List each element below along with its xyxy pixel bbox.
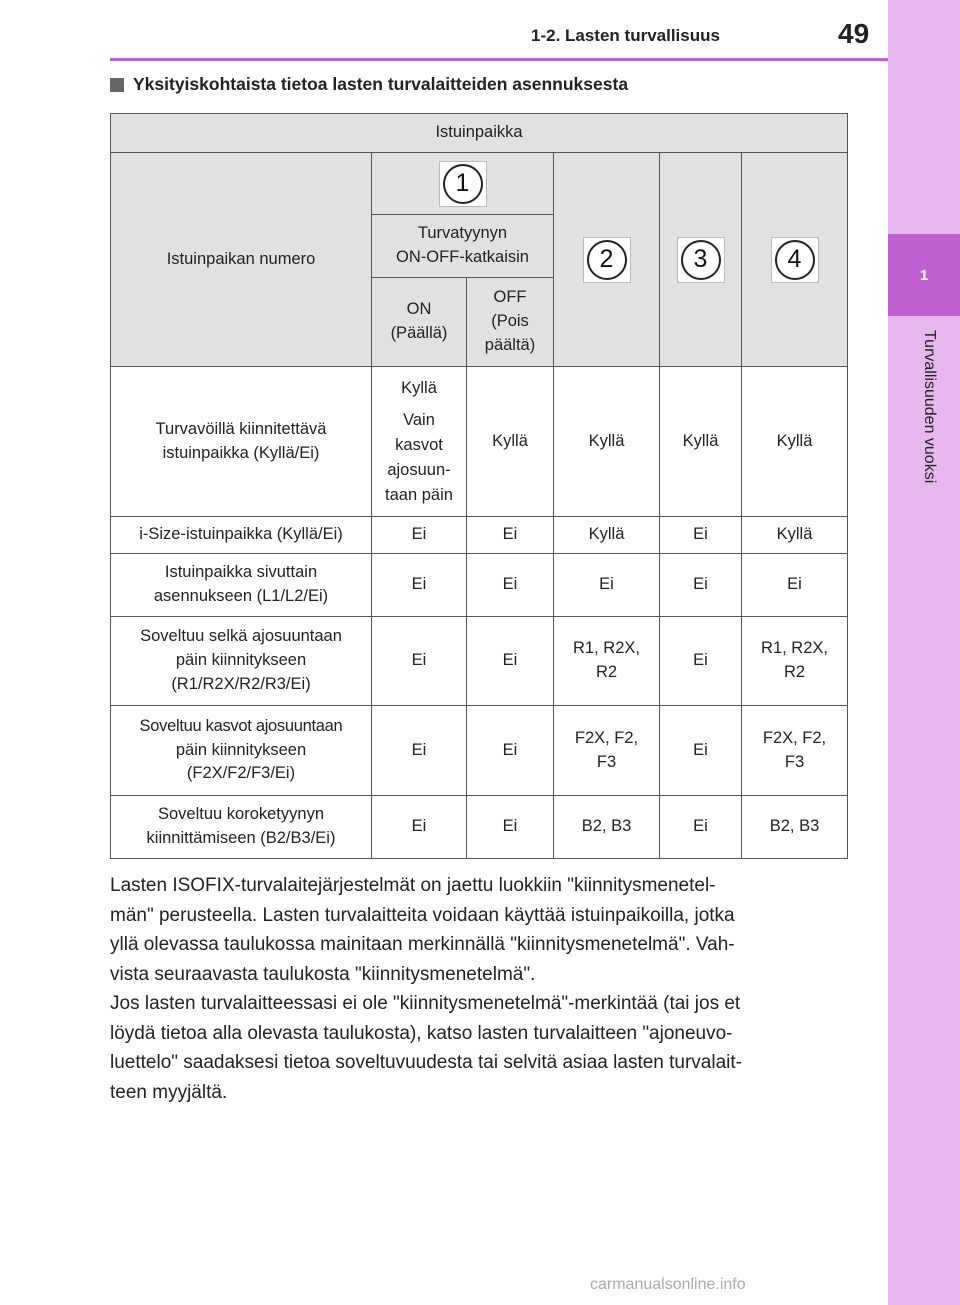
on-label: ON (Päällä) <box>372 278 467 367</box>
table-row <box>111 554 848 617</box>
cell-off: Kyllä <box>467 367 554 517</box>
cell-seat-4: B2, B3 <box>742 796 848 859</box>
table-row <box>111 706 848 796</box>
cell-seat-4: F2X, F2, F3 <box>742 706 848 796</box>
cell-off: Ei <box>467 617 554 706</box>
cell-seat-3: Ei <box>660 517 742 554</box>
table-row <box>111 367 848 517</box>
cell-on: Ei <box>372 796 467 859</box>
cell-seat-3: Kyllä <box>660 367 742 517</box>
watermark: carmanualsonline.info <box>590 1276 746 1293</box>
seat-3-badge: 3 <box>681 240 721 280</box>
side-tab-title: Turvallisuuden vuoksi <box>921 330 938 484</box>
seat-4-badge-cell <box>742 153 848 367</box>
cell-seat-2: F2X, F2, F3 <box>554 706 660 796</box>
cell-seat-2: R1, R2X, R2 <box>554 617 660 706</box>
row-label: Turvavöillä kiinnitettävä istuinpaikka (Kyllä/Ei) <box>111 367 372 517</box>
off-label: OFF (Pois päältä) <box>467 278 554 367</box>
row-label: Soveltuu kasvot ajosuuntaan päin kiinnitykseen (F2X/F2/F3/Ei) <box>111 706 372 796</box>
cell-seat-2: Ei <box>554 554 660 617</box>
cell-seat-3: Ei <box>660 617 742 706</box>
cell-seat-4: Kyllä <box>742 367 848 517</box>
seat-2-badge-cell <box>554 153 660 367</box>
heading-text: Yksityiskohtaista tietoa lasten turvalaitteiden asennuksesta <box>133 74 629 94</box>
cell-seat-4: R1, R2X, R2 <box>742 617 848 706</box>
body-line: yllä olevassa taulukossa mainitaan merkinnällä "kiinnitysmenetelmä". Vah- <box>110 934 735 955</box>
table-row <box>111 796 848 859</box>
cell-off: Ei <box>467 554 554 617</box>
cell-seat-4: Kyllä <box>742 517 848 554</box>
cell-on: Ei <box>372 554 467 617</box>
body-line: vista seuraavasta taulukosta "kiinnitysmenetelmä". <box>110 963 536 985</box>
cell-off: Ei <box>467 517 554 554</box>
body-paragraph <box>110 871 850 1107</box>
seat-number-label: Istuinpaikan numero <box>111 153 372 367</box>
row-label: Soveltuu koroketyynyn kiinnittämiseen (B2/B3/Ei) <box>111 796 372 859</box>
cell-off: Ei <box>467 706 554 796</box>
seat-1-badge: 1 <box>443 164 483 204</box>
seat-4-badge: 4 <box>775 240 815 280</box>
cell-on: Ei <box>372 706 467 796</box>
cell-seat-3: Ei <box>660 796 742 859</box>
row-label: i-Size-istuinpaikka (Kyllä/Ei) <box>111 517 372 554</box>
side-tab <box>888 0 960 1305</box>
body-line: män" perusteella. Lasten turvalaitteita voidaan käyttää istuinpaikoilla, jotka <box>110 904 735 926</box>
cell-seat-3: Ei <box>660 706 742 796</box>
chapter-number: 1 <box>888 234 960 316</box>
header-rule <box>110 58 888 61</box>
square-bullet-icon <box>110 78 124 92</box>
row-label: Istuinpaikka sivuttain asennukseen (L1/L2/Ei) <box>111 554 372 617</box>
section-heading <box>110 74 628 95</box>
body-line: Jos lasten turvalaitteessasi ei ole "kiinnitysmenetelmä"-merkintää (tai jos et <box>110 993 741 1014</box>
body-line: luettelo" saadaksesi tietoa soveltuvuudesta tai selvitä asiaa lasten turvalait- <box>110 1052 742 1073</box>
body-line: löydä tietoa alla olevasta taulukosta), katso lasten turvalaitteen "ajoneuvo- <box>110 1022 733 1044</box>
table-row <box>111 617 848 706</box>
body-line: Lasten ISOFIX-turvalaitejärjestelmät on jaettu luokkiin "kiinnitysmenetel- <box>110 875 716 896</box>
cell-off: Ei <box>467 796 554 859</box>
table-row <box>111 517 848 554</box>
cell-seat-2: Kyllä <box>554 367 660 517</box>
cell-seat-2: Kyllä <box>554 517 660 554</box>
section-title: 1-2. Lasten turvallisuus <box>531 26 720 45</box>
row-label: Soveltuu selkä ajosuuntaan päin kiinnitykseen (R1/R2X/R2/R3/Ei) <box>111 617 372 706</box>
cell-on: Ei <box>372 617 467 706</box>
cell-on: Kyllä Vain kasvot ajosuun- taan päin <box>372 367 467 517</box>
cell-seat-2: B2, B3 <box>554 796 660 859</box>
seat-table <box>110 113 848 859</box>
cell-seat-3: Ei <box>660 554 742 617</box>
cell-seat-4: Ei <box>742 554 848 617</box>
seat-2-badge: 2 <box>587 240 627 280</box>
cell-on: Ei <box>372 517 467 554</box>
seat-3-badge-cell <box>660 153 742 367</box>
page-number: 49 <box>838 18 870 49</box>
airbag-switch-label: Turvatyynyn ON-OFF-katkaisin <box>372 215 554 278</box>
table-top-header: Istuinpaikka <box>111 114 848 153</box>
body-line: teen myyjältä. <box>110 1081 228 1103</box>
seat-1-badge-cell <box>372 153 554 215</box>
